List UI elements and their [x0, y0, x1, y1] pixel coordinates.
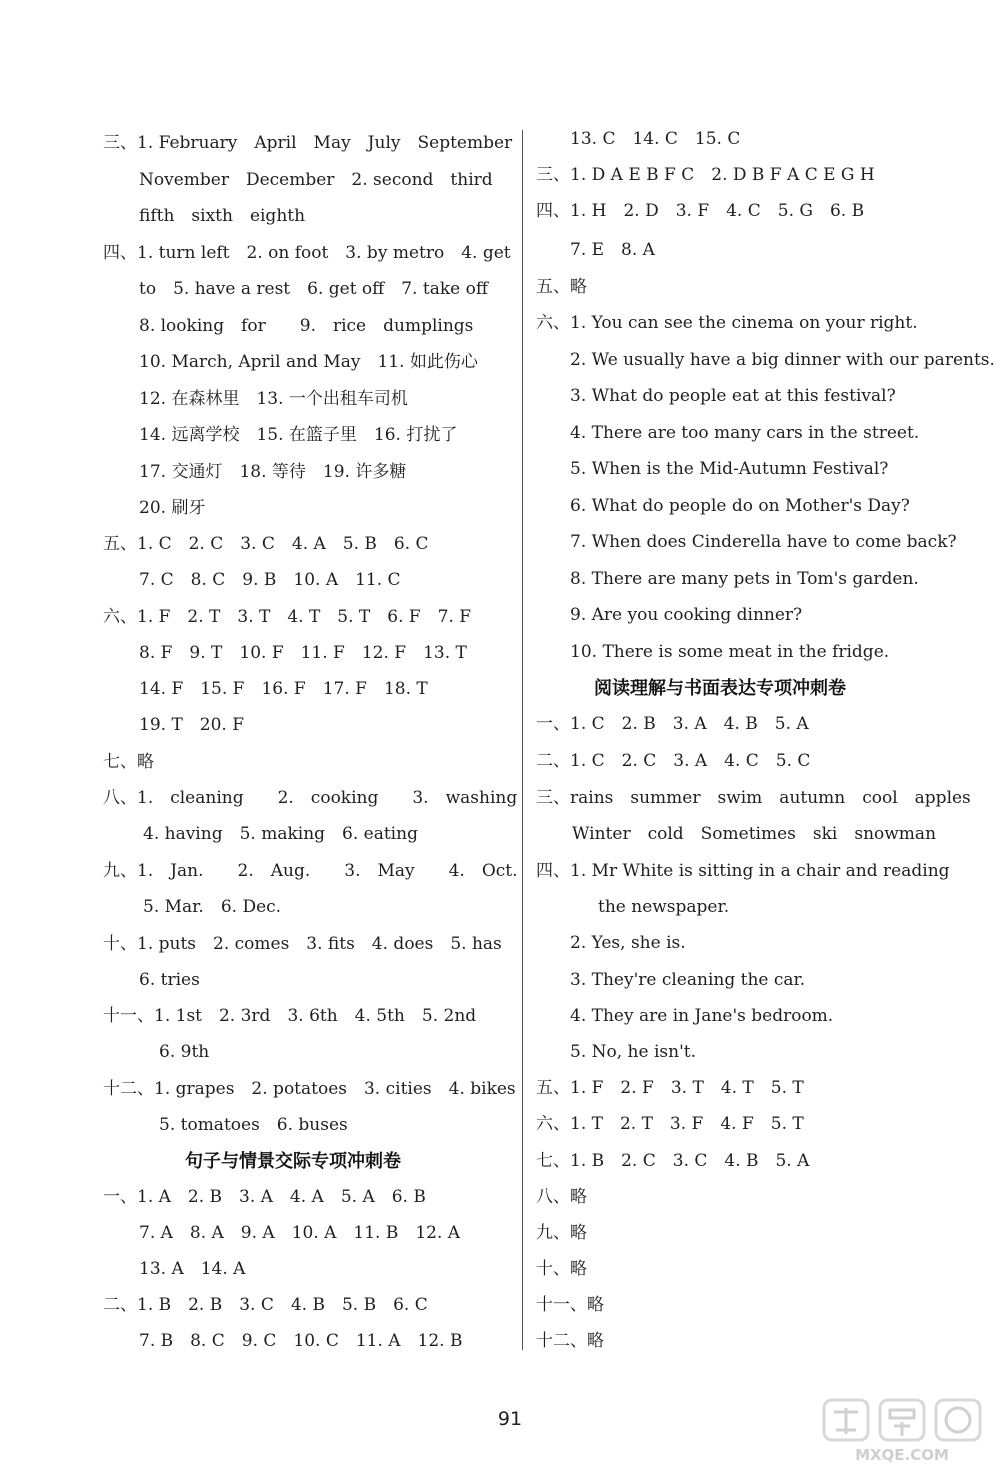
answer-line: 14. 远离学校 15. 在篮子里 16. 打扰了 [139, 425, 458, 445]
answer-line: 4. There are too many cars in the street. [570, 423, 920, 443]
answer-line: 八、1. cleaning 2. cooking 3. washing [103, 788, 518, 808]
answer-line: 九、略 [536, 1223, 587, 1243]
answer-line: 4. They are in Jane's bedroom. [570, 1006, 834, 1026]
answer-line: 10. March, April and May 11. 如此伤心 [139, 352, 478, 372]
answer-line: 十、1. puts 2. comes 3. fits 4. does 5. has [103, 934, 502, 954]
answer-line: November December 2. second third [139, 170, 493, 190]
answer-line: 2. We usually have a big dinner with our parents. [570, 350, 995, 370]
answer-line: 4. having 5. making 6. eating [143, 824, 418, 844]
answer-line: 13. C 14. C 15. C [570, 129, 741, 149]
answer-line: 7. E 8. A [570, 240, 655, 260]
answer-line: 7. A 8. A 9. A 10. A 11. B 12. A [139, 1223, 461, 1243]
answer-line: 二、1. C 2. C 3. A 4. C 5. C [536, 751, 811, 771]
answer-line: the newspaper. [598, 897, 730, 917]
answer-line: 14. F 15. F 16. F 17. F 18. T [139, 679, 428, 699]
answer-line: 7. B 8. C 9. C 10. C 11. A 12. B [139, 1331, 463, 1351]
answer-line: 七、1. B 2. C 3. C 4. B 5. A [536, 1151, 810, 1171]
column-divider [522, 130, 523, 1350]
answer-line: 5. No, he isn't. [570, 1042, 696, 1062]
section-heading: 句子与情景交际专项冲刺卷 [185, 1151, 401, 1172]
answer-line: 七、略 [103, 752, 154, 772]
answer-line: 5. Mar. 6. Dec. [143, 897, 282, 917]
answer-line: 6. What do people do on Mother's Day? [570, 496, 910, 516]
page-number: 91 [497, 1408, 523, 1430]
answer-line: 六、1. F 2. T 3. T 4. T 5. T 6. F 7. F [103, 607, 472, 627]
answer-line: 2. Yes, she is. [570, 933, 686, 953]
answer-line: 六、1. You can see the cinema on your right. [536, 313, 918, 333]
answer-line: 10. There is some meat in the fridge. [570, 642, 890, 662]
answer-line: 一、1. C 2. B 3. A 4. B 5. A [536, 714, 809, 734]
answer-line: 四、1. turn left 2. on foot 3. by metro 4. get [103, 243, 511, 263]
answer-line: 8. looking for 9. rice dumplings [139, 316, 474, 336]
answer-line: 十一、1. 1st 2. 3rd 3. 6th 4. 5th 5. 2nd [103, 1006, 477, 1026]
answer-line: 9. Are you cooking dinner? [570, 605, 803, 625]
answer-line: 8. There are many pets in Tom's garden. [570, 569, 919, 589]
answer-line: 5. tomatoes 6. buses [159, 1115, 348, 1135]
answer-line: 3. What do people eat at this festival? [570, 386, 896, 406]
answer-line: 6. 9th [159, 1042, 210, 1062]
section-heading: 阅读理解与书面表达专项冲刺卷 [594, 678, 846, 699]
answer-line: 五、略 [536, 277, 587, 297]
answer-line: 5. When is the Mid-Autumn Festival? [570, 459, 889, 479]
answer-line: 六、1. T 2. T 3. F 4. F 5. T [536, 1114, 804, 1134]
answer-line: 17. 交通灯 18. 等待 19. 许多糖 [139, 462, 407, 482]
answer-line: 20. 刷牙 [139, 498, 206, 518]
answer-line: 十一、略 [536, 1295, 604, 1315]
answer-line: 13. A 14. A [139, 1259, 246, 1279]
answer-line: 五、1. C 2. C 3. C 4. A 5. B 6. C [103, 534, 429, 554]
answer-line: 6. tries [139, 970, 200, 990]
answer-line: 九、1. Jan. 2. Aug. 3. May 4. Oct. [103, 861, 518, 881]
answer-line: 三、1. February April May July September [103, 133, 513, 153]
answer-line: Winter cold Sometimes ski snowman [572, 824, 937, 844]
answer-line: 三、rains summer swim autumn cool apples [536, 788, 971, 808]
answer-line: to 5. have a rest 6. get off 7. take off [139, 279, 488, 299]
answer-line: 7. C 8. C 9. B 10. A 11. C [139, 570, 401, 590]
svg-text:MXQE.COM: MXQE.COM [855, 1446, 949, 1464]
answer-line: 八、略 [536, 1187, 587, 1207]
answer-line: fifth sixth eighth [139, 206, 306, 226]
answer-line: 一、1. A 2. B 3. A 4. A 5. A 6. B [103, 1187, 426, 1207]
answer-line: 四、1. H 2. D 3. F 4. C 5. G 6. B [536, 201, 865, 221]
answer-line: 7. When does Cinderella have to come back? [570, 532, 957, 552]
watermark-logo [822, 1396, 982, 1466]
answer-line: 十二、1. grapes 2. potatoes 3. cities 4. bikes [103, 1079, 516, 1099]
answer-line: 12. 在森林里 13. 一个出租车司机 [139, 389, 408, 409]
answer-line: 四、1. Mr White is sitting in a chair and reading [536, 861, 950, 881]
answer-line: 3. They're cleaning the car. [570, 970, 806, 990]
answer-line: 8. F 9. T 10. F 11. F 12. F 13. T [139, 643, 467, 663]
answer-line: 二、1. B 2. B 3. C 4. B 5. B 6. C [103, 1295, 428, 1315]
answer-line: 三、1. D A E B F C 2. D B F A C E G H [536, 165, 875, 185]
answer-line: 五、1. F 2. F 3. T 4. T 5. T [536, 1078, 804, 1098]
answer-line: 十二、略 [536, 1331, 604, 1351]
answer-line: 十、略 [536, 1259, 587, 1279]
answer-line: 19. T 20. F [139, 715, 245, 735]
